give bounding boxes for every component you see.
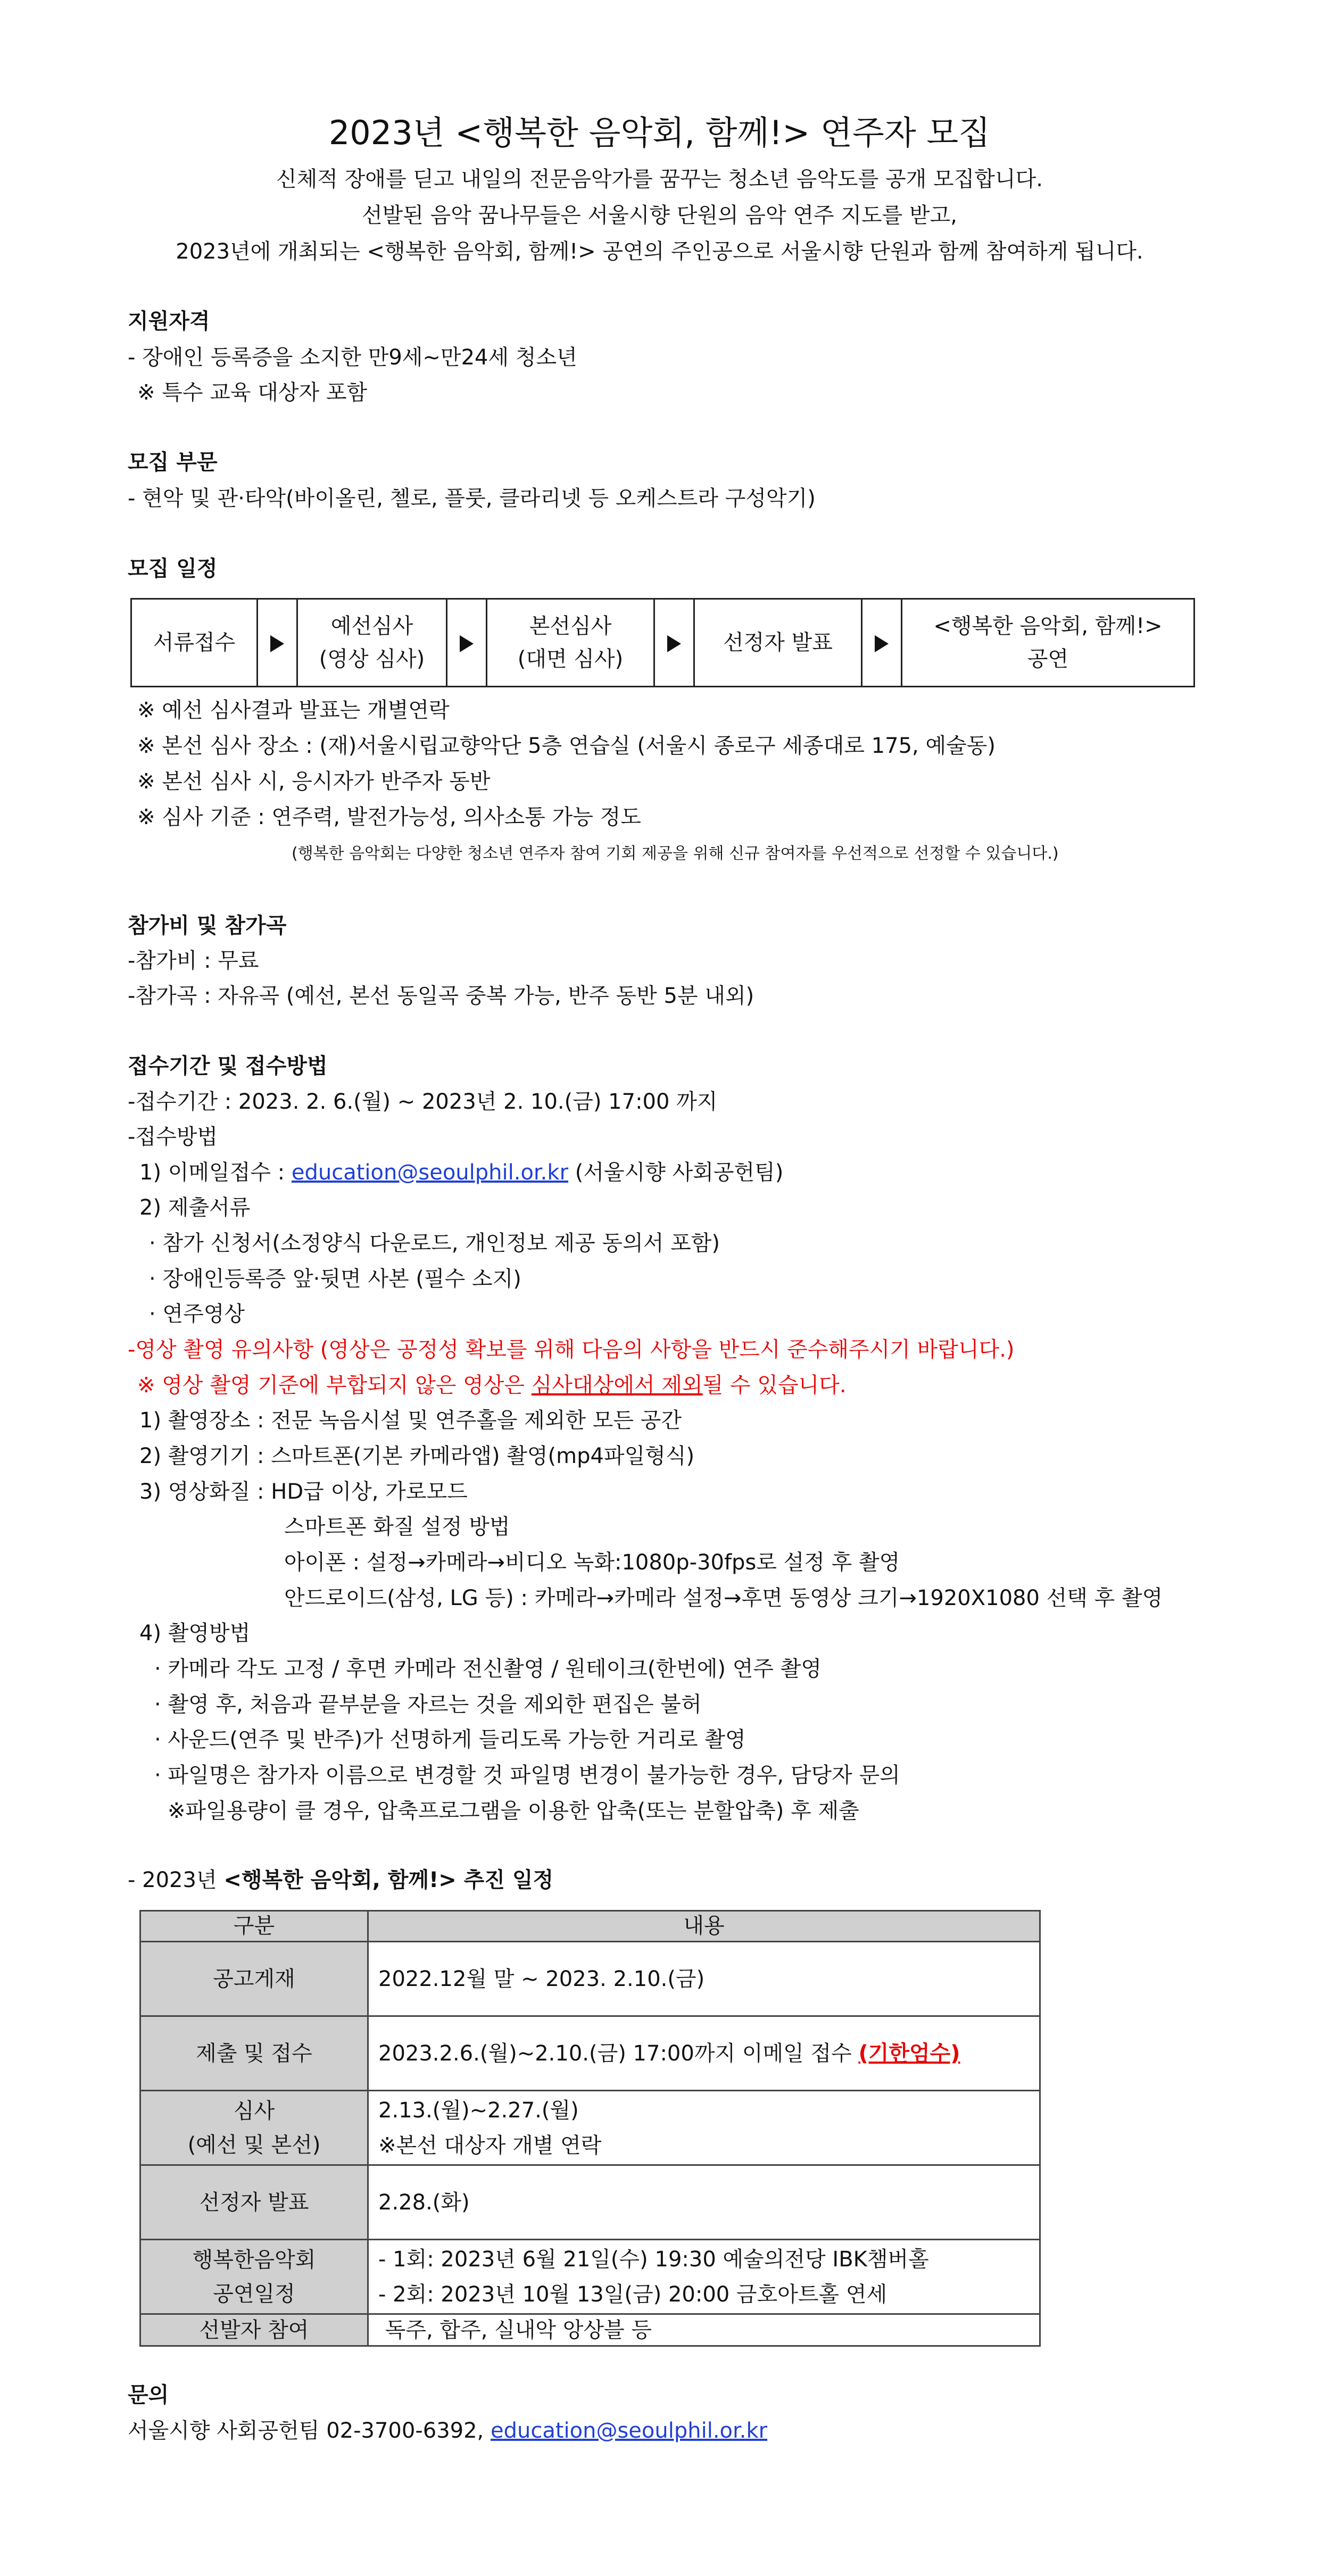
- fee-heading: 참가비 및 참가곡: [128, 913, 287, 938]
- flow-step: 본선심사 (대면 심사): [487, 599, 654, 687]
- flow-step: <행복한 음악회, 함께!> 공연: [902, 599, 1194, 687]
- plan-heading: - 2023년 <행복한 음악회, 함께!> 추진 일정: [128, 1868, 554, 1892]
- schedule-heading: 모집 일정: [128, 556, 218, 581]
- table-row: 심사 (예선 및 본선) 2.13.(월)~2.27.(월) ※본선 대상자 개별 연락: [140, 2091, 1040, 2165]
- apply-heading: 접수기간 및 접수방법: [128, 1054, 328, 1078]
- table-row: 선정자 발표 2.28.(화): [140, 2165, 1040, 2240]
- apply-doc-1: · 참가 신청서(소정양식 다운로드, 개인정보 제공 동의서 포함): [149, 1231, 720, 1256]
- fee-line-2: -참가곡 : 자유곡 (예선, 본선 동일곡 중복 가능, 반주 동반 5분 내외): [128, 984, 754, 1008]
- apply-docs: 2) 제출서류: [139, 1195, 251, 1220]
- schedule-note-2: ※ 본선 심사 장소 : (재)서울시립교향악단 5층 연습실 (서울시 종로구 세종대로 175, 예술동): [137, 734, 996, 758]
- category-heading: 모집 부문: [128, 450, 218, 475]
- table-row: 행복한음악회 공연일정 - 1회: 2023년 6월 21일(수) 19:30 예술의전당 IBK챔버홀 - 2회: 2023년 10월 13일(금) 20:00 금호아트홀 연세: [140, 2240, 1040, 2314]
- rule-1: 1) 촬영장소 : 전문 녹음시설 및 연주홀을 제외한 모든 공간: [139, 1408, 682, 1433]
- plan-schedule-table: [139, 1910, 1041, 2347]
- contact-email-link[interactable]: education@seoulphil.or.kr: [490, 2419, 768, 2443]
- contact-heading: 문의: [128, 2383, 169, 2407]
- recruit-flow-table: [130, 598, 1195, 687]
- intro-line-2: 선발된 음악 꿈나무들은 서울시향 단원의 음악 연주 지도를 받고,: [361, 203, 958, 228]
- schedule-note-3: ※ 본선 심사 시, 응시자가 반주자 동반: [137, 769, 491, 794]
- table-row: 제출 및 접수 2023.2.6.(월)~2.10.(금) 17:00까지 이메일 접수 (기한엄수): [140, 2016, 1040, 2091]
- rule-4d: · 파일명은 참가자 이름으로 변경할 것 파일명 변경이 불가능한 경우, 담당자 문의: [154, 1763, 900, 1788]
- rule-4c: · 사운드(연주 및 반주)가 선명하게 들리도록 가능한 거리로 촬영: [154, 1727, 746, 1752]
- apply-period: -접수기간 : 2023. 2. 6.(월) ~ 2023년 2. 10.(금) 17:00 까지: [128, 1090, 718, 1114]
- table-row: 선발자 참여 독주, 합주, 실내악 앙상블 등: [140, 2314, 1040, 2346]
- eligibility-line-2: ※ 특수 교육 대상자 포함: [137, 380, 368, 405]
- rule-3: 3) 영상화질 : HD급 이상, 가로모드: [139, 1480, 468, 1504]
- rule-3c: 안드로이드(삼성, LG 등) : 카메라→카메라 설정→후면 동영상 크기→1920X1080 선택 후 촬영: [284, 1586, 1163, 1610]
- rule-3b: 아이폰 : 설정→카메라→비디오 녹화:1080p-30fps로 설정 후 촬영: [284, 1550, 900, 1575]
- apply-method: -접수방법: [128, 1125, 218, 1149]
- apply-doc-2: · 장애인등록증 앞·뒷면 사본 (필수 소지): [149, 1267, 521, 1291]
- fee-line-1: -참가비 : 무료: [128, 949, 259, 973]
- arrow-right-icon: [258, 599, 297, 687]
- table-header-row: [140, 1911, 1040, 1942]
- rule-4: 4) 촬영방법: [139, 1621, 251, 1646]
- rule-3a: 스마트폰 화질 설정 방법: [284, 1515, 510, 1539]
- schedule-small-note: (행복한 음악회는 다양한 청소년 연주자 참여 기회 제공을 위해 신규 참여자를 우선적으로 선정할 수 있습니다.): [292, 844, 1059, 863]
- page-title: 2023년 <행복한 음악회, 함께!> 연주자 모집: [328, 113, 991, 152]
- intro-line-1: 신체적 장애를 딛고 내일의 전문음악가를 꿈꾸는 청소년 음악도를 공개 모집합니다.: [276, 167, 1043, 192]
- arrow-right-icon: [862, 599, 902, 687]
- rule-4b: · 촬영 후, 처음과 끝부분을 자르는 것을 제외한 편집은 불허: [154, 1692, 702, 1717]
- apply-doc-3: · 연주영상: [149, 1302, 245, 1326]
- category-line-1: - 현악 및 관·타악(바이올린, 첼로, 플룻, 클라리넷 등 오케스트라 구성악기): [128, 486, 816, 511]
- rule-4a: · 카메라 각도 고정 / 후면 카메라 전신촬영 / 원테이크(한번에) 연주 촬영: [154, 1657, 822, 1681]
- deadline-warning: (기한엄수): [858, 2041, 960, 2066]
- schedule-note-4: ※ 심사 기준 : 연주력, 발전가능성, 의사소통 가능 정도: [137, 805, 641, 829]
- col-header-category: 구분: [140, 1911, 368, 1942]
- rule-2: 2) 촬영기기 : 스마트폰(기본 카메라앱) 촬영(mp4파일형식): [139, 1444, 695, 1468]
- apply-email-line: [139, 1156, 783, 1186]
- schedule-note-1: ※ 예선 심사결과 발표는 개별연락: [137, 698, 450, 722]
- email-suffix: (서울시향 사회공헌팀): [568, 1160, 784, 1185]
- arrow-right-icon: [447, 599, 487, 687]
- contact-team: 서울시향 사회공헌팀 02-3700-6392,: [128, 2419, 491, 2443]
- video-warning-2: ※ 영상 촬영 기준에 부합되지 않은 영상은 심사대상에서 제외될 수 있습니다.: [137, 1373, 847, 1398]
- email-link[interactable]: education@seoulphil.or.kr: [291, 1160, 569, 1185]
- intro-line-3: 2023년에 개최되는 <행복한 음악회, 함께!> 공연의 주인공으로 서울시향 단원과 함께 참여하게 됩니다.: [176, 239, 1143, 264]
- arrow-right-icon: [654, 599, 694, 687]
- eligibility-heading: 지원자격: [128, 309, 210, 334]
- contact-line: [128, 2414, 767, 2444]
- eligibility-line-1: - 장애인 등록증을 소지한 만9세~만24세 청소년: [128, 345, 577, 370]
- table-row: 공고게재 2022.12월 말 ~ 2023. 2.10.(금): [140, 1942, 1040, 2016]
- flow-step: 예선심사 (영상 심사): [297, 599, 447, 687]
- flow-step: 서류접수: [131, 599, 258, 687]
- flow-step: 선정자 발표: [694, 599, 862, 687]
- email-label: 1) 이메일접수 :: [139, 1160, 292, 1185]
- video-warning-1: -영상 촬영 유의사항 (영상은 공정성 확보를 위해 다음의 사항을 반드시 준수해주시기 바랍니다.): [128, 1337, 1015, 1362]
- rule-4e: ※파일용량이 클 경우, 압축프로그램을 이용한 압축(또는 분할압축) 후 제출: [168, 1799, 859, 1823]
- col-header-content: 내용: [368, 1911, 1040, 1942]
